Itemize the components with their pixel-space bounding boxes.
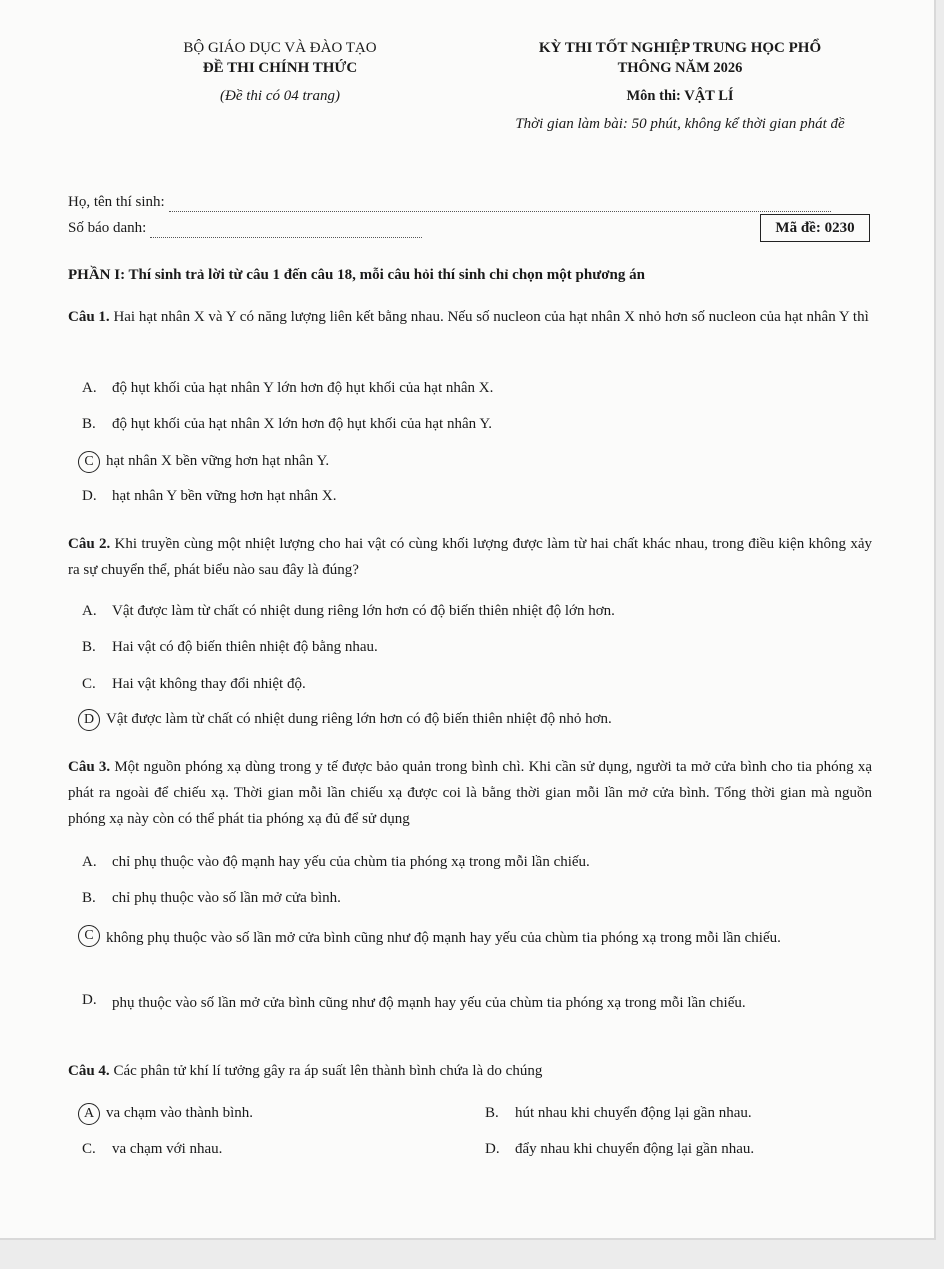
question-4-number: Câu 4. bbox=[68, 1063, 110, 1079]
q1-option-d: D. hạt nhân Y bền vững hơn hạt nhân X. bbox=[82, 488, 337, 504]
ministry-name: BỘ GIÁO DỤC VÀ ĐÀO TẠO bbox=[183, 40, 377, 56]
exam-title-line2: THÔNG NĂM 2026 bbox=[617, 60, 743, 76]
q2-option-b: B. Hai vật có độ biến thiên nhiệt độ bằng nhau. bbox=[82, 639, 378, 655]
question-4-text: Các phân tử khí lí tưởng gây ra áp suất lên thành bình chứa là do chúng bbox=[113, 1063, 543, 1079]
q1-option-c: C hạt nhân X bền vững hơn hạt nhân Y. bbox=[82, 449, 329, 473]
q3-option-a: A. chỉ phụ thuộc vào độ mạnh hay yếu của chùm tia phóng xạ trong mỗi lần chiếu. bbox=[82, 854, 590, 870]
q2-option-c: C. Hai vật không thay đổi nhiệt độ. bbox=[82, 676, 306, 692]
subject-label: Môn thi: VẬT LÍ bbox=[626, 88, 734, 104]
question-1-text: Hai hạt nhân X và Y có năng lượng liên kết bằng nhau. Nếu số nucleon của hạt nhân X nhỏ hơn số nucleon của hạt nhân Y thì bbox=[113, 309, 869, 325]
exam-title-line1: KỲ THI TỐT NGHIỆP TRUNG HỌC PHỔ bbox=[538, 40, 822, 56]
answer-circle-mark: C bbox=[78, 925, 100, 947]
question-2-stem bbox=[68, 531, 872, 583]
header-left bbox=[130, 38, 430, 106]
official-label: ĐỀ THI CHÍNH THỨC bbox=[202, 60, 358, 76]
question-2-number: Câu 2. bbox=[68, 536, 111, 552]
exam-code-box: Mã đề: 0230 bbox=[760, 214, 870, 242]
question-4-stem bbox=[68, 1058, 872, 1084]
question-3-text: Một nguồn phóng xạ dùng trong y tế được bảo quản trong bình chì. Khi cần sử dụng, người ta mở cửa bình cho tia phóng xạ phát ra ngoài để chiếu xạ. Thời gian mỗi lần chiếu xạ được coi là bằng thời gian mỗi lần mở cửa bình. Tổng thời gian mà nguồn phóng xạ này còn có thể phát tia phóng xạ đủ để sử dụng bbox=[68, 759, 873, 827]
q3-option-b: B. chỉ phụ thuộc vào số lần mở cửa bình. bbox=[82, 890, 341, 906]
question-1-number: Câu 1. bbox=[68, 309, 110, 325]
answer-circle-mark: A bbox=[78, 1103, 100, 1125]
candidate-name-field bbox=[68, 192, 831, 212]
question-1-stem bbox=[68, 304, 872, 330]
q2-option-d: D Vật được làm từ chất có nhiệt dung riêng lớn hơn có độ biến thiên nhiệt độ nhỏ hơn. bbox=[82, 707, 612, 731]
part1-title: PHẦN I: Thí sinh trả lời từ câu 1 đến câu 18, mỗi câu hỏi thí sinh chỉ chọn một phương án bbox=[68, 267, 645, 283]
q4-option-d: D. đẩy nhau khi chuyển động lại gần nhau. bbox=[485, 1141, 755, 1157]
candidate-id-field bbox=[68, 218, 422, 238]
q4-option-c: C. va chạm với nhau. bbox=[82, 1141, 223, 1157]
q4-option-b: B. hút nhau khi chuyển động lại gần nhau. bbox=[485, 1105, 752, 1121]
q4-option-a: A va chạm vào thành bình. bbox=[82, 1101, 253, 1125]
q2-option-a: A. Vật được làm từ chất có nhiệt dung riêng lớn hơn có độ biến thiên nhiệt độ lớn hơn. bbox=[82, 603, 615, 619]
question-3-number: Câu 3. bbox=[68, 759, 111, 775]
page-count-note: (Đề thi có 04 trang) bbox=[220, 88, 340, 104]
question-2-text: Khi truyền cùng một nhiệt lượng cho hai vật có cùng khối lượng được làm từ hai chất khác nhau, trong điều kiện không xảy ra sự chuyển thể, phát biểu nào sau đây là đúng? bbox=[68, 536, 872, 578]
time-note: Thời gian làm bài: 50 phút, không kể thời gian phát đề bbox=[515, 116, 845, 132]
name-dotted-line bbox=[169, 197, 831, 212]
q3-option-d: D. phụ thuộc vào số lần mở cửa bình cũng như độ mạnh hay yếu của chùm tia phóng xạ trong mỗi lần chiếu. bbox=[82, 992, 746, 1011]
q3-option-c: C không phụ thuộc vào số lần mở cửa bình cũng như độ mạnh hay yếu của chùm tia phóng xạ trong mỗi lần chiếu. bbox=[82, 923, 872, 953]
header-right bbox=[480, 38, 880, 136]
candidate-id-label: Số báo danh: bbox=[68, 220, 147, 236]
q1-option-a: A. độ hụt khối của hạt nhân Y lớn hơn độ hụt khối của hạt nhân X. bbox=[82, 380, 494, 396]
question-3-stem bbox=[68, 754, 872, 832]
q1-option-b: B. độ hụt khối của hạt nhân X lớn hơn độ hụt khối của hạt nhân Y. bbox=[82, 416, 492, 432]
answer-circle-mark: D bbox=[78, 709, 100, 731]
answer-circle-mark: C bbox=[78, 451, 100, 473]
id-dotted-line bbox=[150, 223, 422, 238]
candidate-name-label: Họ, tên thí sinh: bbox=[68, 194, 165, 210]
